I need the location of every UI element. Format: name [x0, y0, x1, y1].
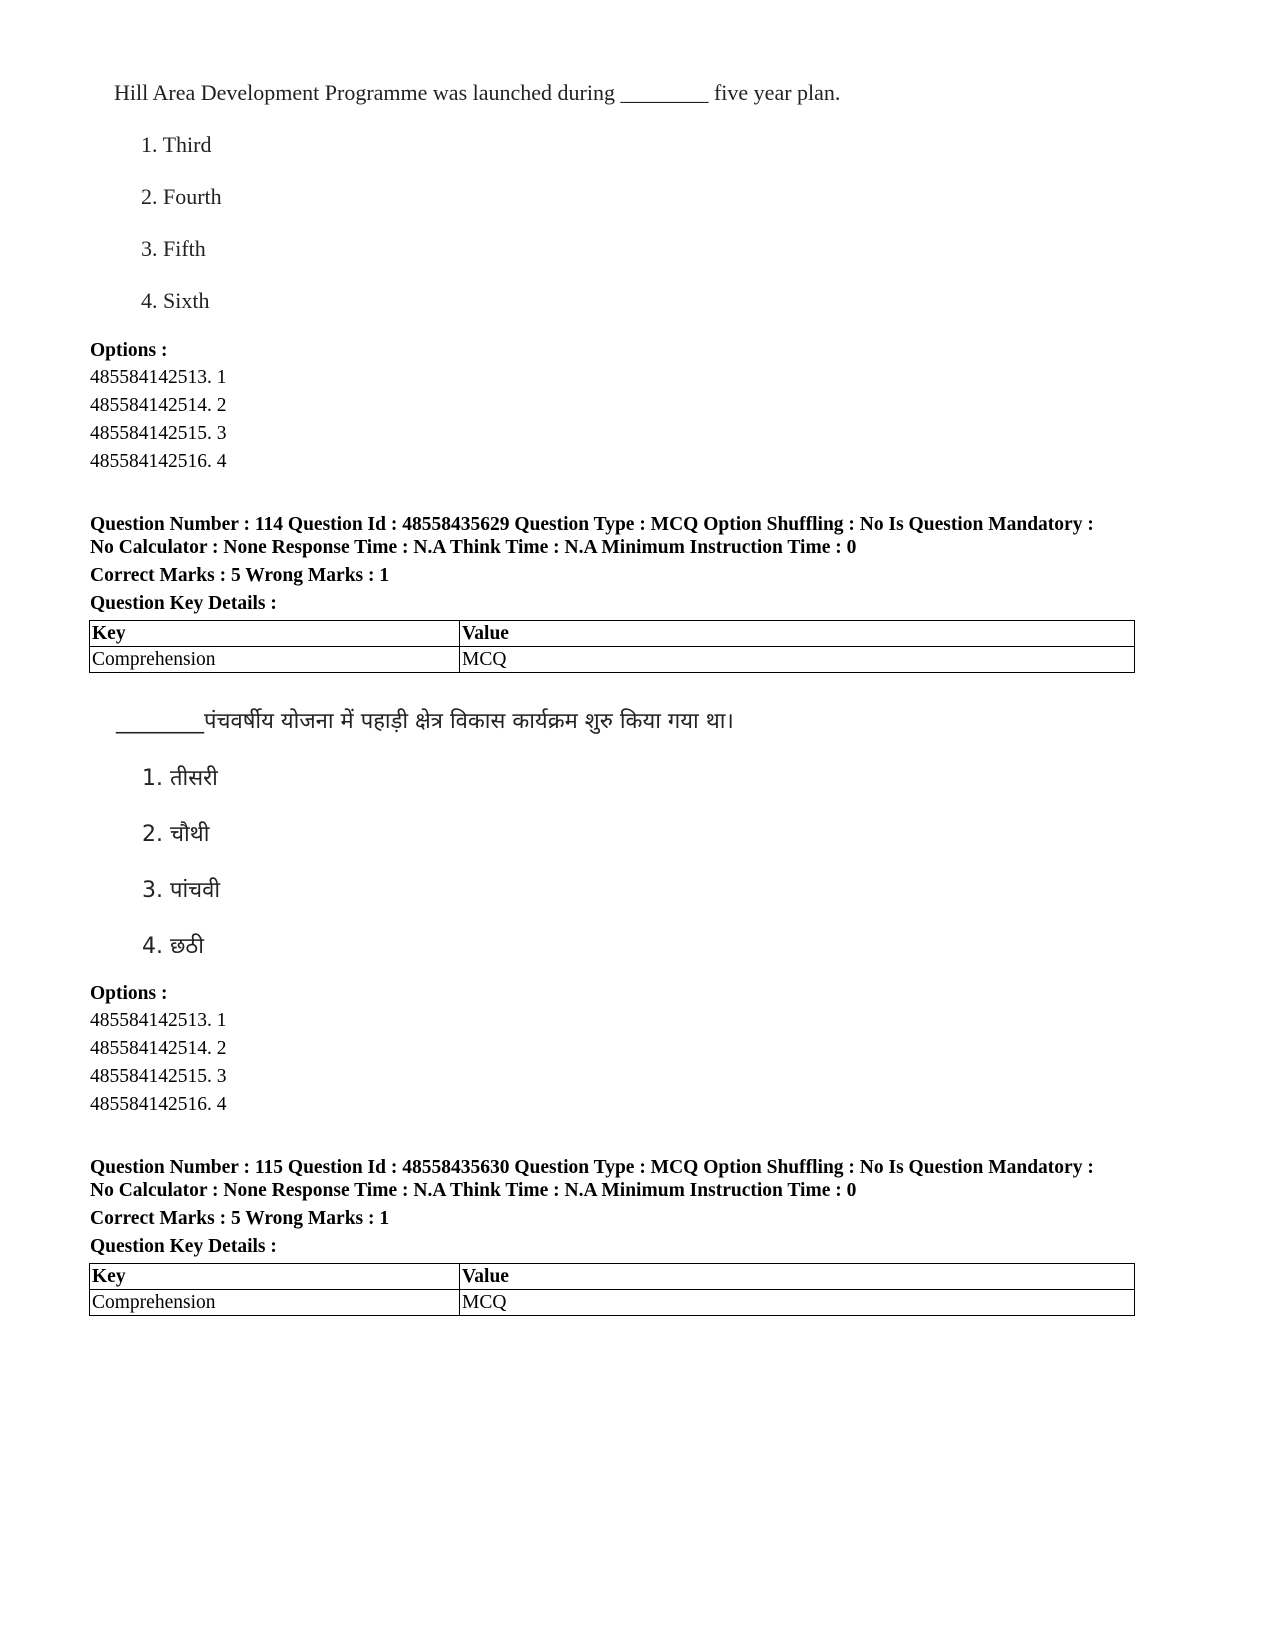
key-details-label: Question Key Details : — [90, 1236, 277, 1257]
key-details-label: Question Key Details : — [90, 593, 277, 614]
choice-item: 1. Third — [141, 132, 212, 157]
options-label: Options : — [90, 340, 168, 361]
key-details-table — [89, 1263, 1135, 1316]
question-stem-hindi: ________पंचवर्षीय योजना में पहाड़ी क्षेत्र विकास कार्यक्रम शुरु किया गया था। — [116, 709, 734, 734]
marks-line: Correct Marks : 5 Wrong Marks : 1 — [90, 1208, 390, 1229]
options-list — [90, 364, 227, 476]
question-meta — [90, 513, 1190, 559]
table-row — [90, 1290, 1135, 1316]
choice-item-hindi: 3. पांचवी — [142, 878, 221, 903]
question-meta-line: No Calculator : None Response Time : N.A Think Time : N.A Minimum Instruction Time : 0 — [90, 537, 857, 558]
option-item: 485584142515. 3 — [90, 423, 227, 444]
option-item: 485584142516. 4 — [90, 451, 227, 472]
option-item: 485584142513. 1 — [90, 1010, 227, 1031]
table-header-row — [90, 1264, 1135, 1290]
choice-item-hindi: 2. चौथी — [142, 822, 210, 847]
question-stem: Hill Area Development Programme was launched during ________ five year plan. — [114, 80, 841, 105]
options-label: Options : — [90, 983, 168, 1004]
key-details-table — [89, 620, 1135, 673]
marks-line: Correct Marks : 5 Wrong Marks : 1 — [90, 565, 390, 586]
table-header-cell: Key — [90, 621, 460, 647]
option-item: 485584142516. 4 — [90, 1094, 227, 1115]
question-meta-line: Question Number : 115 Question Id : 48558435630 Question Type : MCQ Option Shuffling : No Is Question Mandatory : — [90, 1157, 1094, 1178]
question-meta-line: Question Number : 114 Question Id : 48558435629 Question Type : MCQ Option Shuffling : No Is Question Mandatory : — [90, 514, 1094, 535]
choice-item: 3. Fifth — [141, 236, 206, 261]
options-list — [90, 1007, 227, 1119]
table-cell: Comprehension — [90, 1290, 460, 1316]
question-meta-line: No Calculator : None Response Time : N.A Think Time : N.A Minimum Instruction Time : 0 — [90, 1180, 857, 1201]
choice-item: 2. Fourth — [141, 184, 222, 209]
table-header-cell: Value — [460, 621, 1135, 647]
table-header-row — [90, 621, 1135, 647]
choice-item: 4. Sixth — [141, 288, 210, 313]
option-item: 485584142514. 2 — [90, 395, 227, 416]
choice-item-hindi: 4. छठी — [142, 934, 204, 959]
table-header-cell: Value — [460, 1264, 1135, 1290]
table-row — [90, 647, 1135, 673]
question-meta — [90, 1156, 1190, 1202]
table-cell: Comprehension — [90, 647, 460, 673]
choice-item-hindi: 1. तीसरी — [142, 766, 218, 791]
table-cell: MCQ — [460, 1290, 1135, 1316]
option-item: 485584142515. 3 — [90, 1066, 227, 1087]
table-header-cell: Key — [90, 1264, 460, 1290]
option-item: 485584142514. 2 — [90, 1038, 227, 1059]
table-cell: MCQ — [460, 647, 1135, 673]
option-item: 485584142513. 1 — [90, 367, 227, 388]
